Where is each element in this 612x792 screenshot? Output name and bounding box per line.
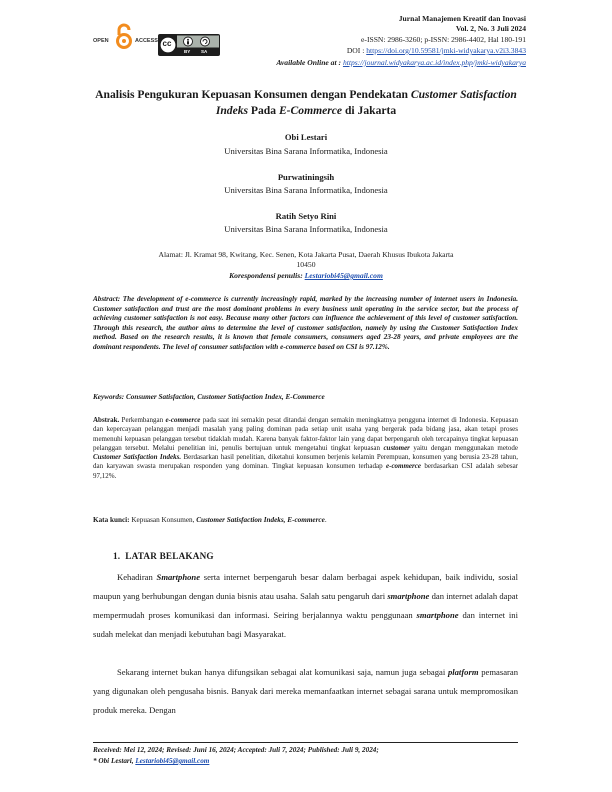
author-name: Obi Lestari [284, 132, 328, 142]
available-online: Available Online at : https://journal.widyakarya.ac.id/index.php/jmki-widyakarya [276, 58, 526, 67]
paper-title: Analisis Pengukuran Kepuasan Konsumen dengan Pendekatan Customer Satisfaction Indeks Pada E-Commerce di Jakarta [95, 88, 517, 117]
received-dates: Received: Mei 12, 2024; Revised: Juni 16, 2024; Accepted: Juli 7, 2024; Published: Juli 9, 2024; [93, 746, 379, 754]
author-name: Purwatiningsih [277, 172, 335, 182]
keywords-indonesian: Kata kunci: Kepuasan Konsumen, Customer Satisfaction Indeks, E-commerce. [93, 516, 327, 524]
correspondence-email-link[interactable]: Lestariobi45@gmail.com [304, 271, 383, 280]
open-access-logo: OPEN ACCESS [93, 22, 155, 54]
abstract-indonesian: Abstrak. Perkembangan e-commerce pada saat ini semakin pesat ditandai dengan semakin meningkatnya pengguna internet di Indonesia. Kepuasan dan kepercayaan pelanggan menjadi masalah yang paling dominan pada setiap unit usaha yang bergerak pada bidang jasa, akan tetapi proses memenuhi kepuasan pelanggan tersebut tidaklah mudah. Karena banyak faktor-faktor lain yang dapat berpengaruh oleh tercapainya tingkat kepuasan pelanggan tersebut. Melalui penelitian ini, penulis bertujuan untuk mengetahui tingkat kepuasan customer yaitu dengan menggunakan metode Customer Satisfaction Indeks. Berdasarkan hasil penelitian, diketahui konsumen berjenis kelamin Perempuan, konsumen yang berusia 23-28 tahun, dan karyawan swasta merupakan responden yang dominan. Tingkat kepuasan konsumen terhadap e-commerce berdasarkan CSI adalah sebesar 97,12%. [93, 416, 519, 480]
abstract-english: Abstract: The development of e-commerce is currently increasingly rapid, marked by the increasing number of internet users in Indonesia. Customer satisfaction and trust are the most dominant problems in every business unit operating in the service sector, but the process of achieving customer satisfaction is not easy. Because many other factors can influence the achievement of this level of customer satisfaction. Through this research, the author aims to determine the level of customer satisfaction, namely by using the Customer Satisfaction Index method. Based on the research results, it is known that female consumers, consumers aged 23-28 years, and private employees are the dominant respondents. The level of consumer satisfaction with e-commerce based on CSI is 97.12%. [93, 295, 518, 351]
author-affiliation: Universitas Bina Sarana Informatika, Indonesia [224, 146, 388, 156]
footer-email-link[interactable]: Lestariobi45@gmail.com [135, 757, 210, 765]
author-affiliation: Universitas Bina Sarana Informatika, Indonesia [224, 224, 388, 234]
journal-url-link[interactable]: https://journal.widyakarya.ac.id/index.php/jmki-widyakarya [342, 58, 526, 67]
author-address: Alamat: Jl. Kramat 98, Kwitang, Kec. Senen, Kota Jakarta Pusat, Daerah Khusus Ibukota Jakarta 10450 [158, 250, 454, 269]
journal-doi: DOI : https://doi.org/10.59581/jmki-widyakarya.v2i3.3843 [346, 46, 526, 55]
footer-rule [93, 742, 518, 743]
footer-correspondence: * Obi Lestari, Lestariobi45@gmail.com [93, 757, 210, 765]
author-affiliation: Universitas Bina Sarana Informatika, Indonesia [224, 185, 388, 195]
body-paragraph: Kehadiran Smartphone serta internet berpengaruh besar dalam berbagai aspek kehidupan, baik individu, sosial maupun yang berhubungan dengan dunia bisnis atau usaha. Salah satu pengaruh dari smartphone dan internet adalah dapat mempermudah proses komunikasi dan informasi. Seiring berjalannya waktu penggunaan smartphone dan internet ini sudah melekat dan menjadi kebutuhan bagi Masyarakat. [93, 572, 518, 639]
body-paragraph: Sekarang internet bukan hanya difungsikan sebagai alat komunikasi saja, namun juga sebagai platform pemasaran yang digunakan oleh pengusaha bisnis. Banyak dari mereka memanfaatkan internet sebagai sarana untuk mempromosikan produk mereka. Dengan [93, 667, 518, 715]
cc-by-sa-logo: cc BY SA [158, 34, 220, 56]
journal-issn: e-ISSN: 2986-3260; p-ISSN: 2986-4402, Hal 180-191 [361, 35, 526, 44]
section-heading: 1. LATAR BELAKANG [113, 551, 214, 561]
author-name: Ratih Setyo Rini [275, 211, 337, 221]
correspondence: Korespondensi penulis: Lestariobi45@gmail.com [229, 271, 383, 280]
doi-link[interactable]: https://doi.org/10.59581/jmki-widyakarya.v2i3.3843 [366, 46, 526, 55]
keywords-english: Keywords: Consumer Satisfaction, Customer Satisfaction Index, E-Commerce [93, 393, 325, 401]
journal-volume: Vol. 2, No. 3 Juli 2024 [455, 24, 526, 33]
journal-name: Jurnal Manajemen Kreatif dan Inovasi [398, 14, 526, 23]
